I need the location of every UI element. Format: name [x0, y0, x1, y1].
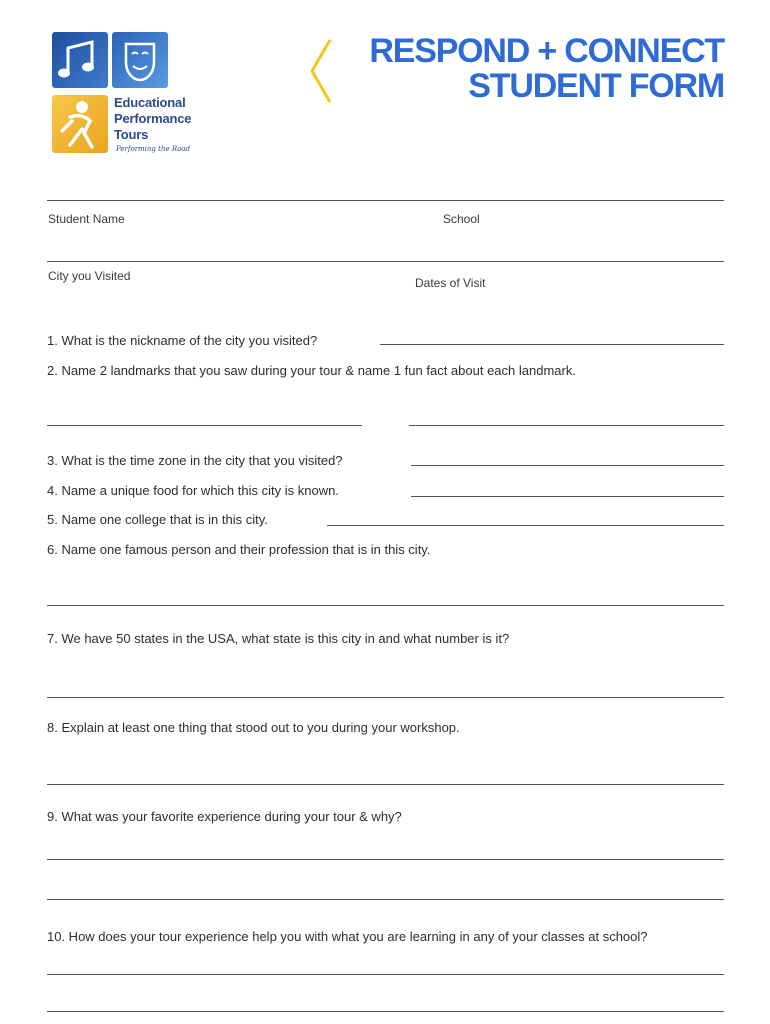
performer-figure-icon — [52, 95, 108, 153]
answer-line-6[interactable] — [47, 605, 724, 606]
city-visited-label: City you Visited — [48, 269, 131, 283]
answer-line-10b[interactable] — [47, 1011, 724, 1012]
city-visited-line[interactable] — [47, 261, 724, 262]
question-7: 7. We have 50 states in the USA, what state is this city in and what number is it? — [47, 631, 510, 646]
question-10: 10. How does your tour experience help you with what you are learning in any of your classes at school? — [47, 929, 648, 944]
answer-line-10a[interactable] — [47, 974, 724, 975]
student-name-label: Student Name — [48, 212, 125, 226]
title-line-1: RESPOND + CONNECT — [369, 32, 724, 70]
answer-line-1[interactable] — [380, 344, 724, 345]
answer-line-3[interactable] — [411, 465, 724, 466]
answer-line-8[interactable] — [47, 784, 724, 785]
question-9: 9. What was your favorite experience during your tour & why? — [47, 809, 402, 824]
question-3: 3. What is the time zone in the city that you visited? — [47, 453, 343, 468]
logo-text-line1: Educational — [114, 95, 186, 110]
answer-line-5[interactable] — [327, 525, 724, 526]
question-8: 8. Explain at least one thing that stood out to you during your workshop. — [47, 720, 460, 735]
student-name-line[interactable] — [47, 200, 724, 201]
question-5: 5. Name one college that is in this city. — [47, 512, 268, 527]
school-label: School — [443, 212, 480, 226]
music-notes-icon — [52, 32, 108, 88]
logo-text-line3: Tours — [114, 127, 149, 142]
question-1: 1. What is the nickname of the city you visited? — [47, 333, 318, 348]
logo-text-line2: Performance — [114, 111, 192, 126]
answer-line-9b[interactable] — [47, 899, 724, 900]
answer-line-9a[interactable] — [47, 859, 724, 860]
answer-line-2a[interactable] — [47, 425, 362, 426]
answer-line-2b[interactable] — [409, 425, 724, 426]
answer-line-7[interactable] — [47, 697, 724, 698]
theater-mask-icon — [112, 32, 168, 88]
question-2: 2. Name 2 landmarks that you saw during your tour & name 1 fun fact about each landmark. — [47, 363, 576, 378]
answer-line-4[interactable] — [411, 496, 724, 497]
dates-of-visit-label: Dates of Visit — [415, 276, 486, 290]
page-title — [369, 34, 724, 104]
title-line-2: STUDENT FORM — [468, 67, 724, 105]
logo-tagline: Performing the Road — [116, 145, 190, 153]
question-4: 4. Name a unique food for which this city is known. — [47, 483, 339, 498]
question-6: 6. Name one famous person and their profession that is in this city. — [47, 542, 431, 557]
chevron-left-icon — [308, 38, 334, 104]
